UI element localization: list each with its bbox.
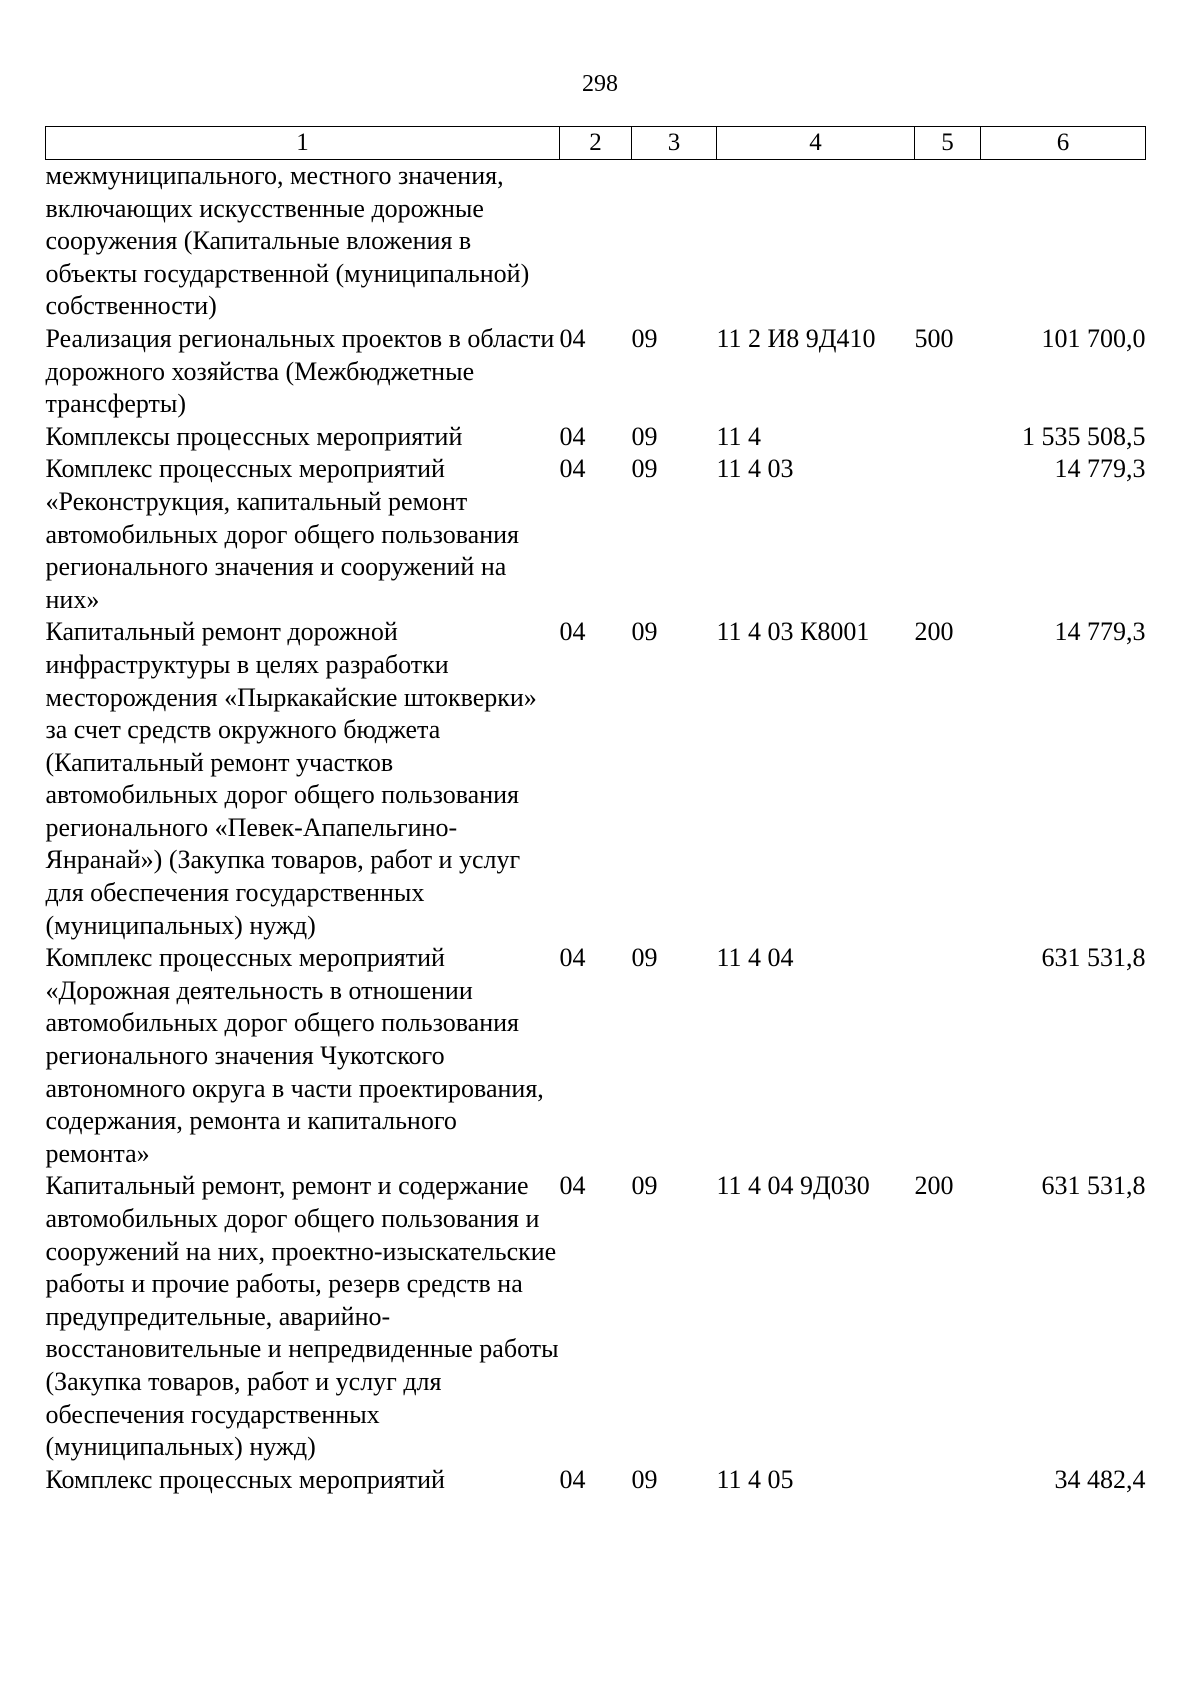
row-name: межмуниципального, местного значения, включающих искусственные дорожные сооружения (Капитальные вложения в объекты государственной (муниципальной) собственности) [45,161,530,321]
row-amount: 14 779,3 [1054,454,1146,484]
row-amount: 14 779,3 [1054,617,1146,647]
row-section: 04 [559,323,586,353]
row-subsection: 09 [631,943,658,973]
row-target: 11 2 И8 9Д410 [716,323,876,353]
budget-table [45,126,1146,1496]
row-amount: 34 482,4 [1054,1464,1146,1494]
table-row [46,160,1146,323]
row-amount: 1 535 508,5 [1022,421,1146,451]
row-name: Капитальный ремонт дорожной инфраструктуры в целях разработки месторождения «Пыркакайские штокверки» за счет средств окружного бюджета (Капитальный ремонт участков автомобильных дорог общего пользования регионального «Певек-Апапельгино-Янранай») (Закупка товаров, работ и услуг для обеспечения государственных (муниципальных) нужд) [45,617,537,940]
table-row [46,453,1146,616]
table-row [46,323,1146,421]
row-target: 11 4 03 К8001 [716,617,870,647]
row-target: 11 4 03 [716,454,794,484]
row-subsection: 09 [631,1464,658,1494]
row-name: Комплекс процессных мероприятий [45,1464,445,1494]
row-subsection [632,160,717,323]
row-name: Комплекс процессных мероприятий «Реконструкция, капитальный ремонт автомобильных дорог общего пользования регионального значения и сооружений на них» [45,454,519,614]
row-subsection: 09 [631,454,658,484]
row-target [717,160,915,323]
row-section: 04 [559,454,586,484]
column-header: 2 [560,127,632,160]
row-type: 500 [914,323,954,353]
row-section: 04 [559,1171,586,1201]
row-section: 04 [559,421,586,451]
row-type: 200 [914,1171,954,1201]
row-type [915,160,981,323]
row-amount [981,160,1146,323]
row-subsection: 09 [631,617,658,647]
table-row [46,616,1146,942]
row-target: 11 4 04 9Д030 [716,1171,870,1201]
column-header: 1 [46,127,560,160]
row-type [915,421,981,454]
row-subsection: 09 [631,323,658,353]
table-row [46,942,1146,1170]
row-name: Реализация региональных проектов в области дорожного хозяйства (Межбюджетные трансферты) [45,323,555,419]
row-amount: 101 700,0 [1041,323,1146,353]
table-row [46,421,1146,454]
column-header: 3 [632,127,717,160]
row-target: 11 4 05 [716,1464,794,1494]
row-name: Капитальный ремонт, ремонт и содержание автомобильных дорог общего пользования и сооружений на них, проектно-изыскательские работы и прочие работы, резерв средств на предупредительные, аварийно-восстановительные и непредвиденные работы (Закупка товаров, работ и услуг для обеспечения государственных (муниципальных) нужд) [45,1171,559,1462]
row-type [915,453,981,616]
row-type: 200 [914,617,954,647]
row-name: Комплексы процессных мероприятий [45,421,463,451]
header-row [46,127,1146,160]
row-section: 04 [559,943,586,973]
row-type [915,1464,981,1497]
row-target: 11 4 04 [716,943,794,973]
row-section [560,160,632,323]
page-number: 298 [582,71,618,97]
row-section: 04 [559,1464,586,1494]
column-header: 4 [717,127,915,160]
table-row [46,1464,1146,1497]
row-subsection: 09 [631,421,658,451]
row-amount: 631 531,8 [1041,1171,1146,1201]
row-subsection: 09 [631,1171,658,1201]
row-section: 04 [559,617,586,647]
row-name: Комплекс процессных мероприятий «Дорожная деятельность в отношении автомобильных дорог общего пользования регионального значения Чукотского автономного округа в части проектирования, содержания, ремонта и капитального ремонта» [45,943,544,1168]
column-header: 5 [915,127,981,160]
column-header: 6 [981,127,1146,160]
table-row [46,1170,1146,1463]
row-amount: 631 531,8 [1041,943,1146,973]
row-type [915,942,981,1170]
row-target: 11 4 [716,421,762,451]
